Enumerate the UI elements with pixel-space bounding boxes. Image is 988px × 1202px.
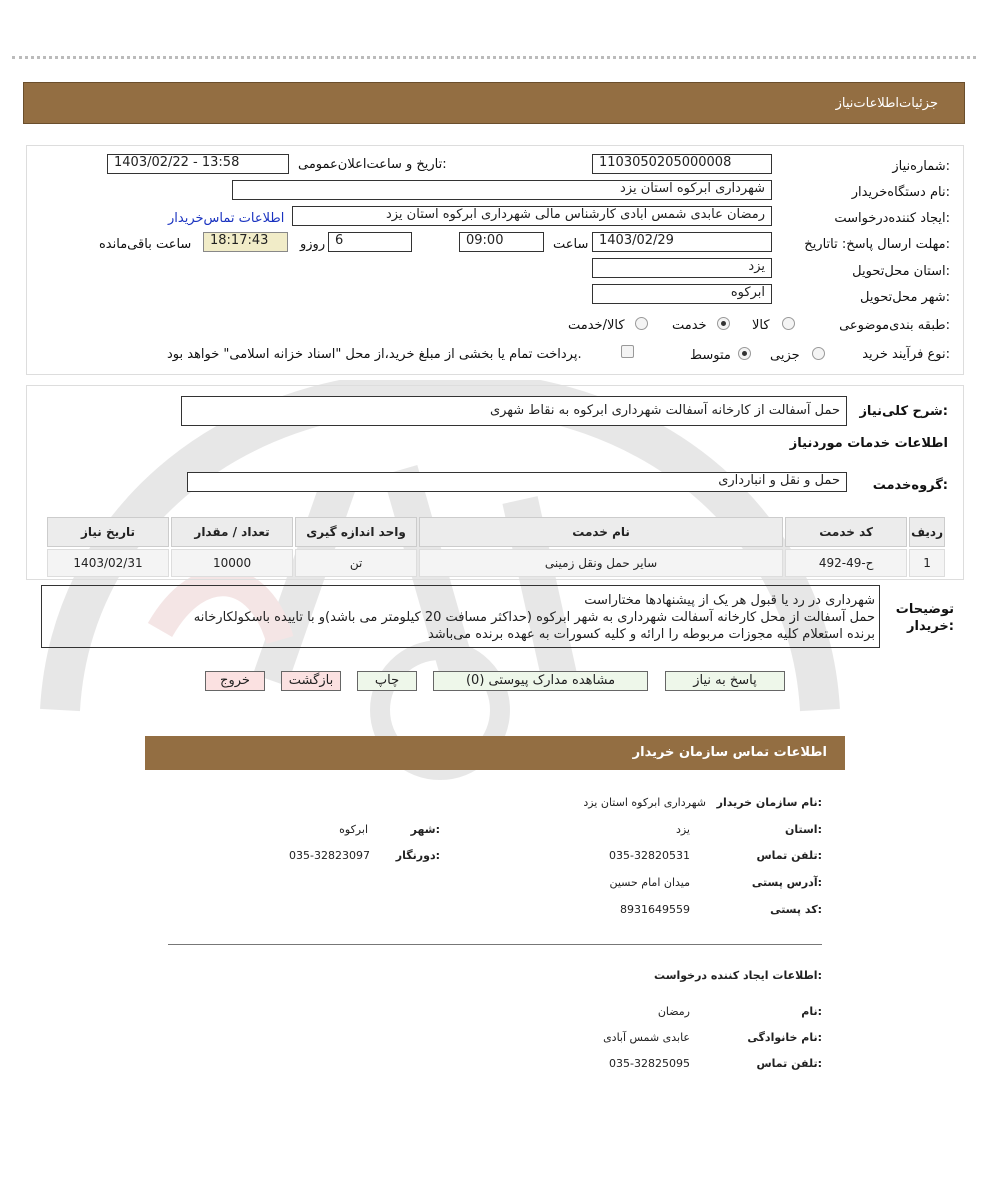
services-table (45, 515, 947, 579)
fax-value: 035-32823097 (289, 849, 370, 862)
phone-value: 035-32820531 (609, 849, 690, 862)
col-unit: واحد اندازه گیری (295, 517, 417, 547)
need-number-field: 1103050205000008 (592, 154, 772, 174)
creator-section-title: اطلاعات ایجاد کننده درخواست: (654, 969, 822, 982)
general-desc-label: شرح کلی‌نیاز: (859, 404, 948, 419)
category-goods-service-label: کالا/خدمت (568, 318, 625, 333)
announce-label: تاریخ و ساعت‌اعلان‌عمومی: (298, 157, 447, 172)
contact-title: اطلاعات تماس سازمان خریدار (632, 745, 827, 760)
creator-name-label: نام: (801, 1005, 822, 1018)
cell-quantity: 10000 (171, 549, 293, 577)
attached-docs-button[interactable]: مشاهده مدارک پیوستی (0) (433, 671, 648, 691)
cell-service-code: ح-49-492 (785, 549, 907, 577)
address-value: میدان امام حسین (609, 876, 690, 889)
col-row: ردیف (909, 517, 945, 547)
page-header (23, 82, 965, 124)
cell-unit: تن (295, 549, 417, 577)
process-minor-label: جزیی (770, 348, 800, 363)
notes-label-line2: خریدار: (907, 619, 954, 634)
process-radio-medium[interactable] (738, 347, 751, 360)
org-value: شهرداری ابرکوه استان یزد (583, 796, 706, 809)
contact-province-value: یزد (675, 823, 690, 836)
province-label: استان محل‌تحویل: (852, 264, 950, 279)
postal-value: 8931649559 (620, 903, 690, 916)
category-label: طبقه بندی‌موضوعی: (839, 318, 950, 333)
top-divider (12, 56, 976, 59)
deadline-date-field: 1403/02/29 (592, 232, 772, 252)
creator-phone-label: تلفن تماس: (756, 1057, 822, 1070)
category-radio-goods[interactable] (782, 317, 795, 330)
creator-family-value: عابدی شمس آبادی (603, 1031, 690, 1044)
category-service-label: خدمت (672, 318, 707, 333)
print-button[interactable]: چاپ (357, 671, 417, 691)
notes-line-2: حمل آسفالت از محل کارخانه آسفالت شهرداری به شهر ابرکوه (حداکثر مسافت 20 کیلومتر می باشد)و با تاییده باسکولکارخانه (193, 610, 875, 625)
phone-label: تلفن تماس: (756, 849, 822, 862)
services-heading: اطلاعات خدمات مورد‌نیاز (789, 436, 948, 451)
buyer-contact-link[interactable]: اطلاعات تماس‌خریدار (168, 211, 285, 226)
days-label: روزو (300, 237, 326, 252)
creator-field: رمضان عابدی شمس ابادی کارشناس مالی شهرداری ابرکوه استان یزد (292, 206, 772, 226)
remaining-time-field: 18:17:43 (203, 232, 288, 252)
col-need-date: تاریخ نیاز (47, 517, 169, 547)
contact-header (145, 736, 845, 770)
notes-label-line1: توضیحات (895, 602, 954, 617)
category-radio-service[interactable] (717, 317, 730, 330)
treasury-checkbox[interactable] (621, 345, 634, 358)
days-field: 6 (328, 232, 412, 252)
col-service-name: نام خدمت (419, 517, 783, 547)
deadline-time-field: 09:00 (459, 232, 544, 252)
creator-phone-value: 035-32825095 (609, 1057, 690, 1070)
notes-line-1: شهرداری در رد یا قبول هر یک از پیشنهادها مختاراست (584, 593, 875, 608)
cell-row: 1 (909, 549, 945, 577)
org-label: نام سازمان خریدار: (716, 796, 822, 809)
notes-line-3: برنده استعلام کلیه مجوزات مربوطه را ارائه و کلیه کسورات به عهده برنده می‌باشد (427, 627, 875, 642)
city-label: شهر محل‌تحویل: (860, 290, 950, 305)
col-quantity: تعداد / مقدار (171, 517, 293, 547)
notes-box (41, 585, 880, 648)
table-row (47, 549, 945, 577)
creator-family-label: نام خانوادگی: (747, 1031, 822, 1044)
contact-province-label: استان: (784, 823, 822, 836)
exit-button[interactable]: خروج (205, 671, 265, 691)
fax-label: دورنگار: (395, 849, 440, 862)
cell-need-date: 1403/02/31 (47, 549, 169, 577)
cell-service-name: سایر حمل ونقل زمینی (419, 549, 783, 577)
service-group-label: گروه‌خدمت: (872, 478, 948, 493)
back-button[interactable]: بازگشت (281, 671, 341, 691)
province-field: یزد (592, 258, 772, 278)
col-service-code: کد خدمت (785, 517, 907, 547)
creator-name-value: رمضان (657, 1005, 690, 1018)
category-goods-label: کالا (752, 318, 770, 333)
process-radio-minor[interactable] (812, 347, 825, 360)
buyer-org-label: نام دستگاه‌خریدار: (851, 185, 950, 200)
contact-city-label: شهر: (410, 823, 440, 836)
general-desc-field: حمل آسفالت از کارخانه آسفالت شهرداری ابرکوه به نقاط شهری (181, 396, 847, 426)
payment-note: پرداخت تمام یا بخشی از مبلغ خرید،از محل "اسناد خزانه اسلامی" خواهد بود. (167, 347, 582, 362)
page-title: جزئیات‌اطلاعات‌نیاز (835, 96, 938, 111)
postal-label: کد پستی: (770, 903, 822, 916)
reply-button[interactable]: پاسخ به نیاز (665, 671, 785, 691)
deadline-label: مهلت ارسال پاسخ: تاتاریخ: (804, 237, 950, 252)
services-table-wrap (45, 515, 947, 579)
service-group-field: حمل و نقل و انبارداری (187, 472, 847, 492)
hour-label: ساعت (553, 237, 589, 252)
process-medium-label: متوسط (690, 348, 731, 363)
contact-city-value: ابرکوه (339, 823, 368, 836)
buyer-org-field: شهرداری ابرکوه استان یزد (232, 180, 772, 200)
city-field: ابرکوه (592, 284, 772, 304)
contact-divider (168, 944, 822, 945)
need-number-label: شماره‌نیاز: (892, 159, 950, 174)
announce-field: 1403/02/22 - 13:58 (107, 154, 289, 174)
remaining-label: ساعت باقی‌مانده (99, 237, 192, 252)
creator-label: ایجاد کننده‌درخواست: (834, 211, 950, 226)
address-label: آدرس پستی: (751, 876, 822, 889)
process-label: نوع فرآیند خرید: (862, 347, 950, 362)
category-radio-goods-service[interactable] (635, 317, 648, 330)
